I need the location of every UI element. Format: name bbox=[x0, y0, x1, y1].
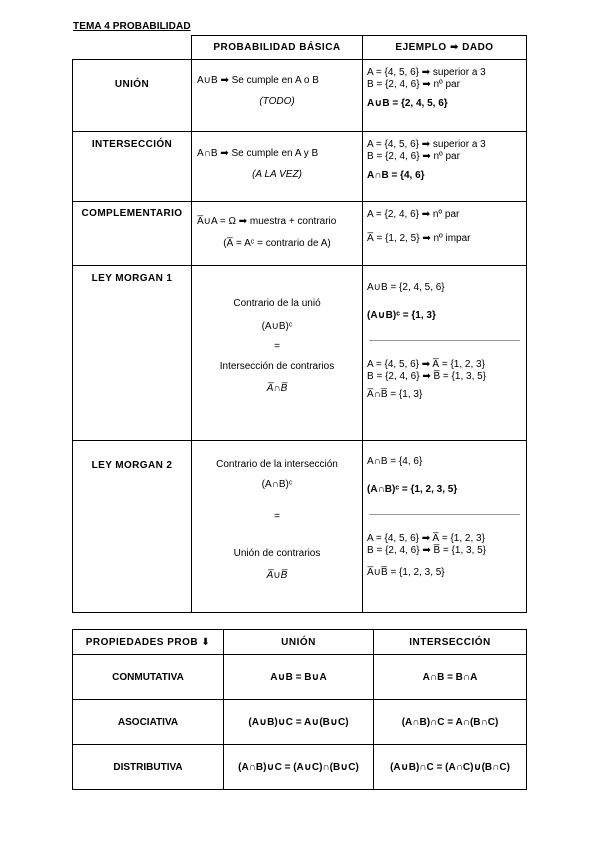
intersection-row bbox=[73, 132, 527, 202]
header-properties: PROPIEDADES PROB ⬇ bbox=[73, 630, 224, 655]
header-empty-cell bbox=[73, 36, 192, 60]
property-label: CONMUTATIVA bbox=[73, 655, 224, 700]
property-intersection: (A∪B)∩C = (A∩C)∪(B∩C) bbox=[374, 745, 527, 790]
header-intersection: INTERSECCIÓN bbox=[374, 630, 527, 655]
morgan1-label: LEY MORGAN 1 bbox=[73, 266, 192, 441]
property-union: A∪B = B∪A bbox=[224, 655, 374, 700]
union-definition: A∪B ➡ Se cumple en A o B (TODO) bbox=[192, 60, 363, 132]
property-intersection: A∩B = B∩A bbox=[374, 655, 527, 700]
morgan2-label: LEY MORGAN 2 bbox=[73, 441, 192, 613]
complement-example: A = {2, 4, 6} ➡ nº par A̅ = {1, 2, 5} ➡ nº impar bbox=[363, 202, 527, 266]
complement-definition: A̅∪A = Ω ➡ muestra + contrario (A̅ = Aᶜ = contrario de A) bbox=[192, 202, 363, 266]
header-example: EJEMPLO ➡ DADO bbox=[363, 36, 527, 60]
properties-header-row bbox=[73, 630, 527, 655]
union-row bbox=[73, 60, 527, 132]
morgan1-example: A∪B = {2, 4, 5, 6} (A∪B)ᶜ = {1, 3} A = {4, 5, 6} ➡ A̅ = {1, 2, 3} B = {2, 4, 6} ➡ B̅ = {1, 3, 5} A̅∩B̅ = {1, 3} bbox=[363, 266, 527, 441]
complement-row bbox=[73, 202, 527, 266]
morgan2-example: A∩B = {4, 6} (A∩B)ᶜ = {1, 2, 3, 5} A = {4, 5, 6} ➡ A̅ = {1, 2, 3} B = {2, 4, 6} ➡ B̅ = {1, 3, 5} A̅∪B̅ = {1, 2, 3, 5} bbox=[363, 441, 527, 613]
intersection-definition: A∩B ➡ Se cumple en A y B (A LA VEZ) bbox=[192, 132, 363, 202]
property-label: DISTRIBUTIVA bbox=[73, 745, 224, 790]
property-union: (A∩B)∪C = (A∪C)∩(B∪C) bbox=[224, 745, 374, 790]
morgan2-row bbox=[73, 441, 527, 613]
properties-table bbox=[72, 629, 527, 790]
table-header-row bbox=[73, 36, 527, 60]
page-title: TEMA 4 PROBABILIDAD bbox=[73, 21, 191, 32]
complement-label: COMPLEMENTARIO bbox=[73, 202, 192, 266]
morgan2-definition: Contrario de la intersección (A∩B)ᶜ = Unión de contrarios A̅∪B̅ bbox=[192, 441, 363, 613]
morgan2-divider bbox=[369, 514, 520, 515]
union-example: A = {4, 5, 6} ➡ superior a 3 B = {2, 4, 6} ➡ nº par A∪B = {2, 4, 5, 6} bbox=[363, 60, 527, 132]
property-union: (A∪B)∪C = A∪(B∪C) bbox=[224, 700, 374, 745]
table-row bbox=[73, 745, 527, 790]
header-basic-probability: PROBABILIDAD BÁSICA bbox=[192, 36, 363, 60]
property-label: ASOCIATIVA bbox=[73, 700, 224, 745]
table-row bbox=[73, 655, 527, 700]
union-label: UNIÓN bbox=[73, 60, 192, 132]
intersection-label: INTERSECCIÓN bbox=[73, 132, 192, 202]
property-intersection: (A∩B)∩C = A∩(B∩C) bbox=[374, 700, 527, 745]
header-union: UNIÓN bbox=[224, 630, 374, 655]
morgan1-divider bbox=[369, 340, 520, 341]
morgan1-row bbox=[73, 266, 527, 441]
probability-table bbox=[72, 35, 527, 613]
table-row bbox=[73, 700, 527, 745]
morgan1-definition: Contrario de la unió (A∪B)ᶜ = Intersección de contrarios A̅∩B̅ bbox=[192, 266, 363, 441]
intersection-example: A = {4, 5, 6} ➡ superior a 3 B = {2, 4, 6} ➡ nº par A∩B = {4, 6} bbox=[363, 132, 527, 202]
